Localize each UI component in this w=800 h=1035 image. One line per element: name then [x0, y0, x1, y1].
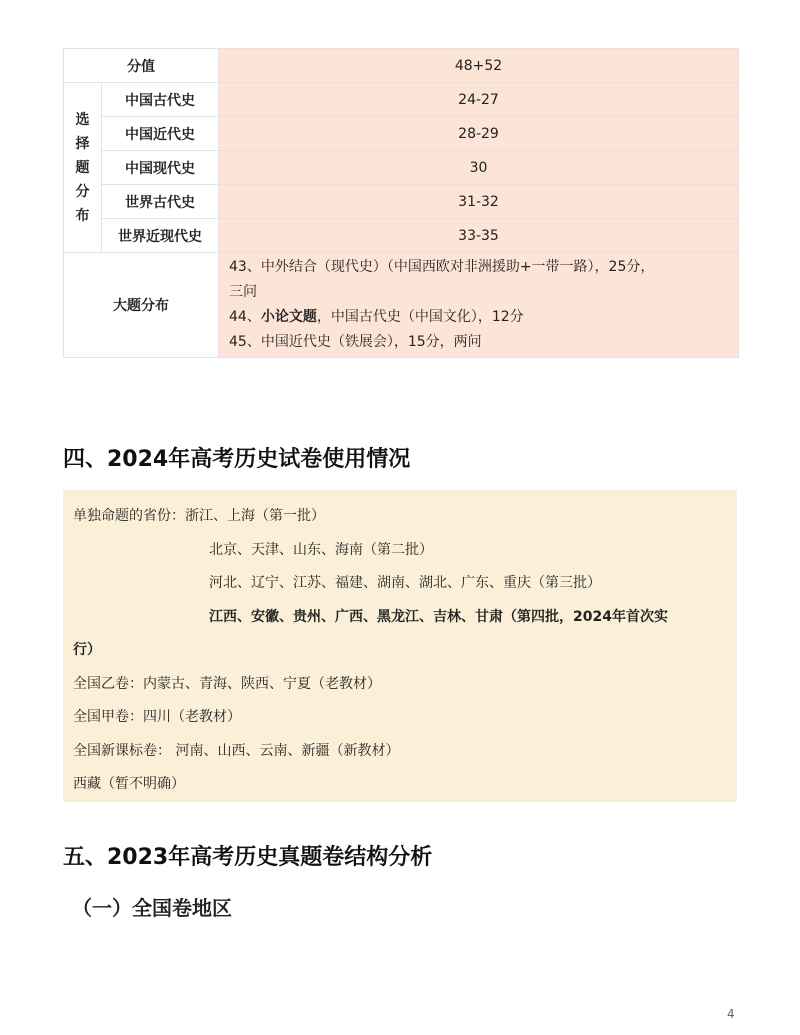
row-label: 世界古代史 [102, 185, 219, 219]
row-value: 33-35 [219, 219, 739, 253]
section-4-heading: 四、2024年高考历史试卷使用情况 [63, 447, 411, 472]
table-row [64, 117, 739, 151]
batch-3-line: 河北、辽宁、江苏、福建、湖南、湖北、广东、重庆（第三批） [209, 575, 601, 591]
batch-2-line: 北京、天津、山东、海南（第二批） [209, 541, 433, 558]
row-value: 28-29 [219, 117, 739, 151]
national-yi-line: 全国乙卷：内蒙古、青海、陕西、宁夏（老教材） [73, 675, 381, 692]
tibet-line: 西藏（暂不明确） [73, 776, 185, 792]
score-value: 48+52 [219, 49, 739, 83]
table-row [64, 151, 739, 185]
single-province-line: 单独命题的省份：浙江、上海（第一批） [73, 508, 325, 524]
national-jia-line: 全国甲卷：四川（老教材） [73, 709, 241, 725]
subsection-heading: （一）全国卷地区 [72, 896, 232, 920]
row-value: 30 [219, 151, 739, 185]
table-row [64, 219, 739, 253]
exam-structure-table [63, 48, 739, 358]
multiple-choice-group-label: 选 择 题 分 布 [64, 83, 102, 253]
row-value: 24-27 [219, 83, 739, 117]
row-label: 世界近现代史 [102, 219, 219, 253]
row-label: 中国现代史 [102, 151, 219, 185]
section-5-heading: 五、2023年高考历史真题卷结构分析 [63, 845, 433, 870]
row-label: 中国古代史 [102, 83, 219, 117]
score-label: 分值 [64, 49, 219, 83]
table-row [64, 185, 739, 219]
table-row [64, 83, 739, 117]
exam-usage-box [63, 490, 737, 802]
batch-4-line: 江西、安徽、贵州、广西、黑龙江、吉林、甘肃（第四批，2024年首次实 [209, 608, 668, 625]
row-label: 中国近代史 [102, 117, 219, 151]
row-value: 31-32 [219, 185, 739, 219]
big-question-label: 大题分布 [64, 253, 219, 358]
big-question-row [64, 253, 739, 358]
new-curriculum-line: 全国新课标卷： 河南、山西、云南、新疆（新教材） [73, 742, 400, 759]
page-number: 4 [727, 1007, 735, 1021]
big-question-detail: 43、中外结合（现代史）（中国西欧对非洲援助+一带一路），25分， 三问 44、小论文题，中国古代史（中国文化），12分 45、中国近代史（铁展会），15分，两问 [219, 253, 739, 358]
score-row [64, 49, 739, 83]
batch-4-line-tail: 行） [73, 642, 101, 658]
